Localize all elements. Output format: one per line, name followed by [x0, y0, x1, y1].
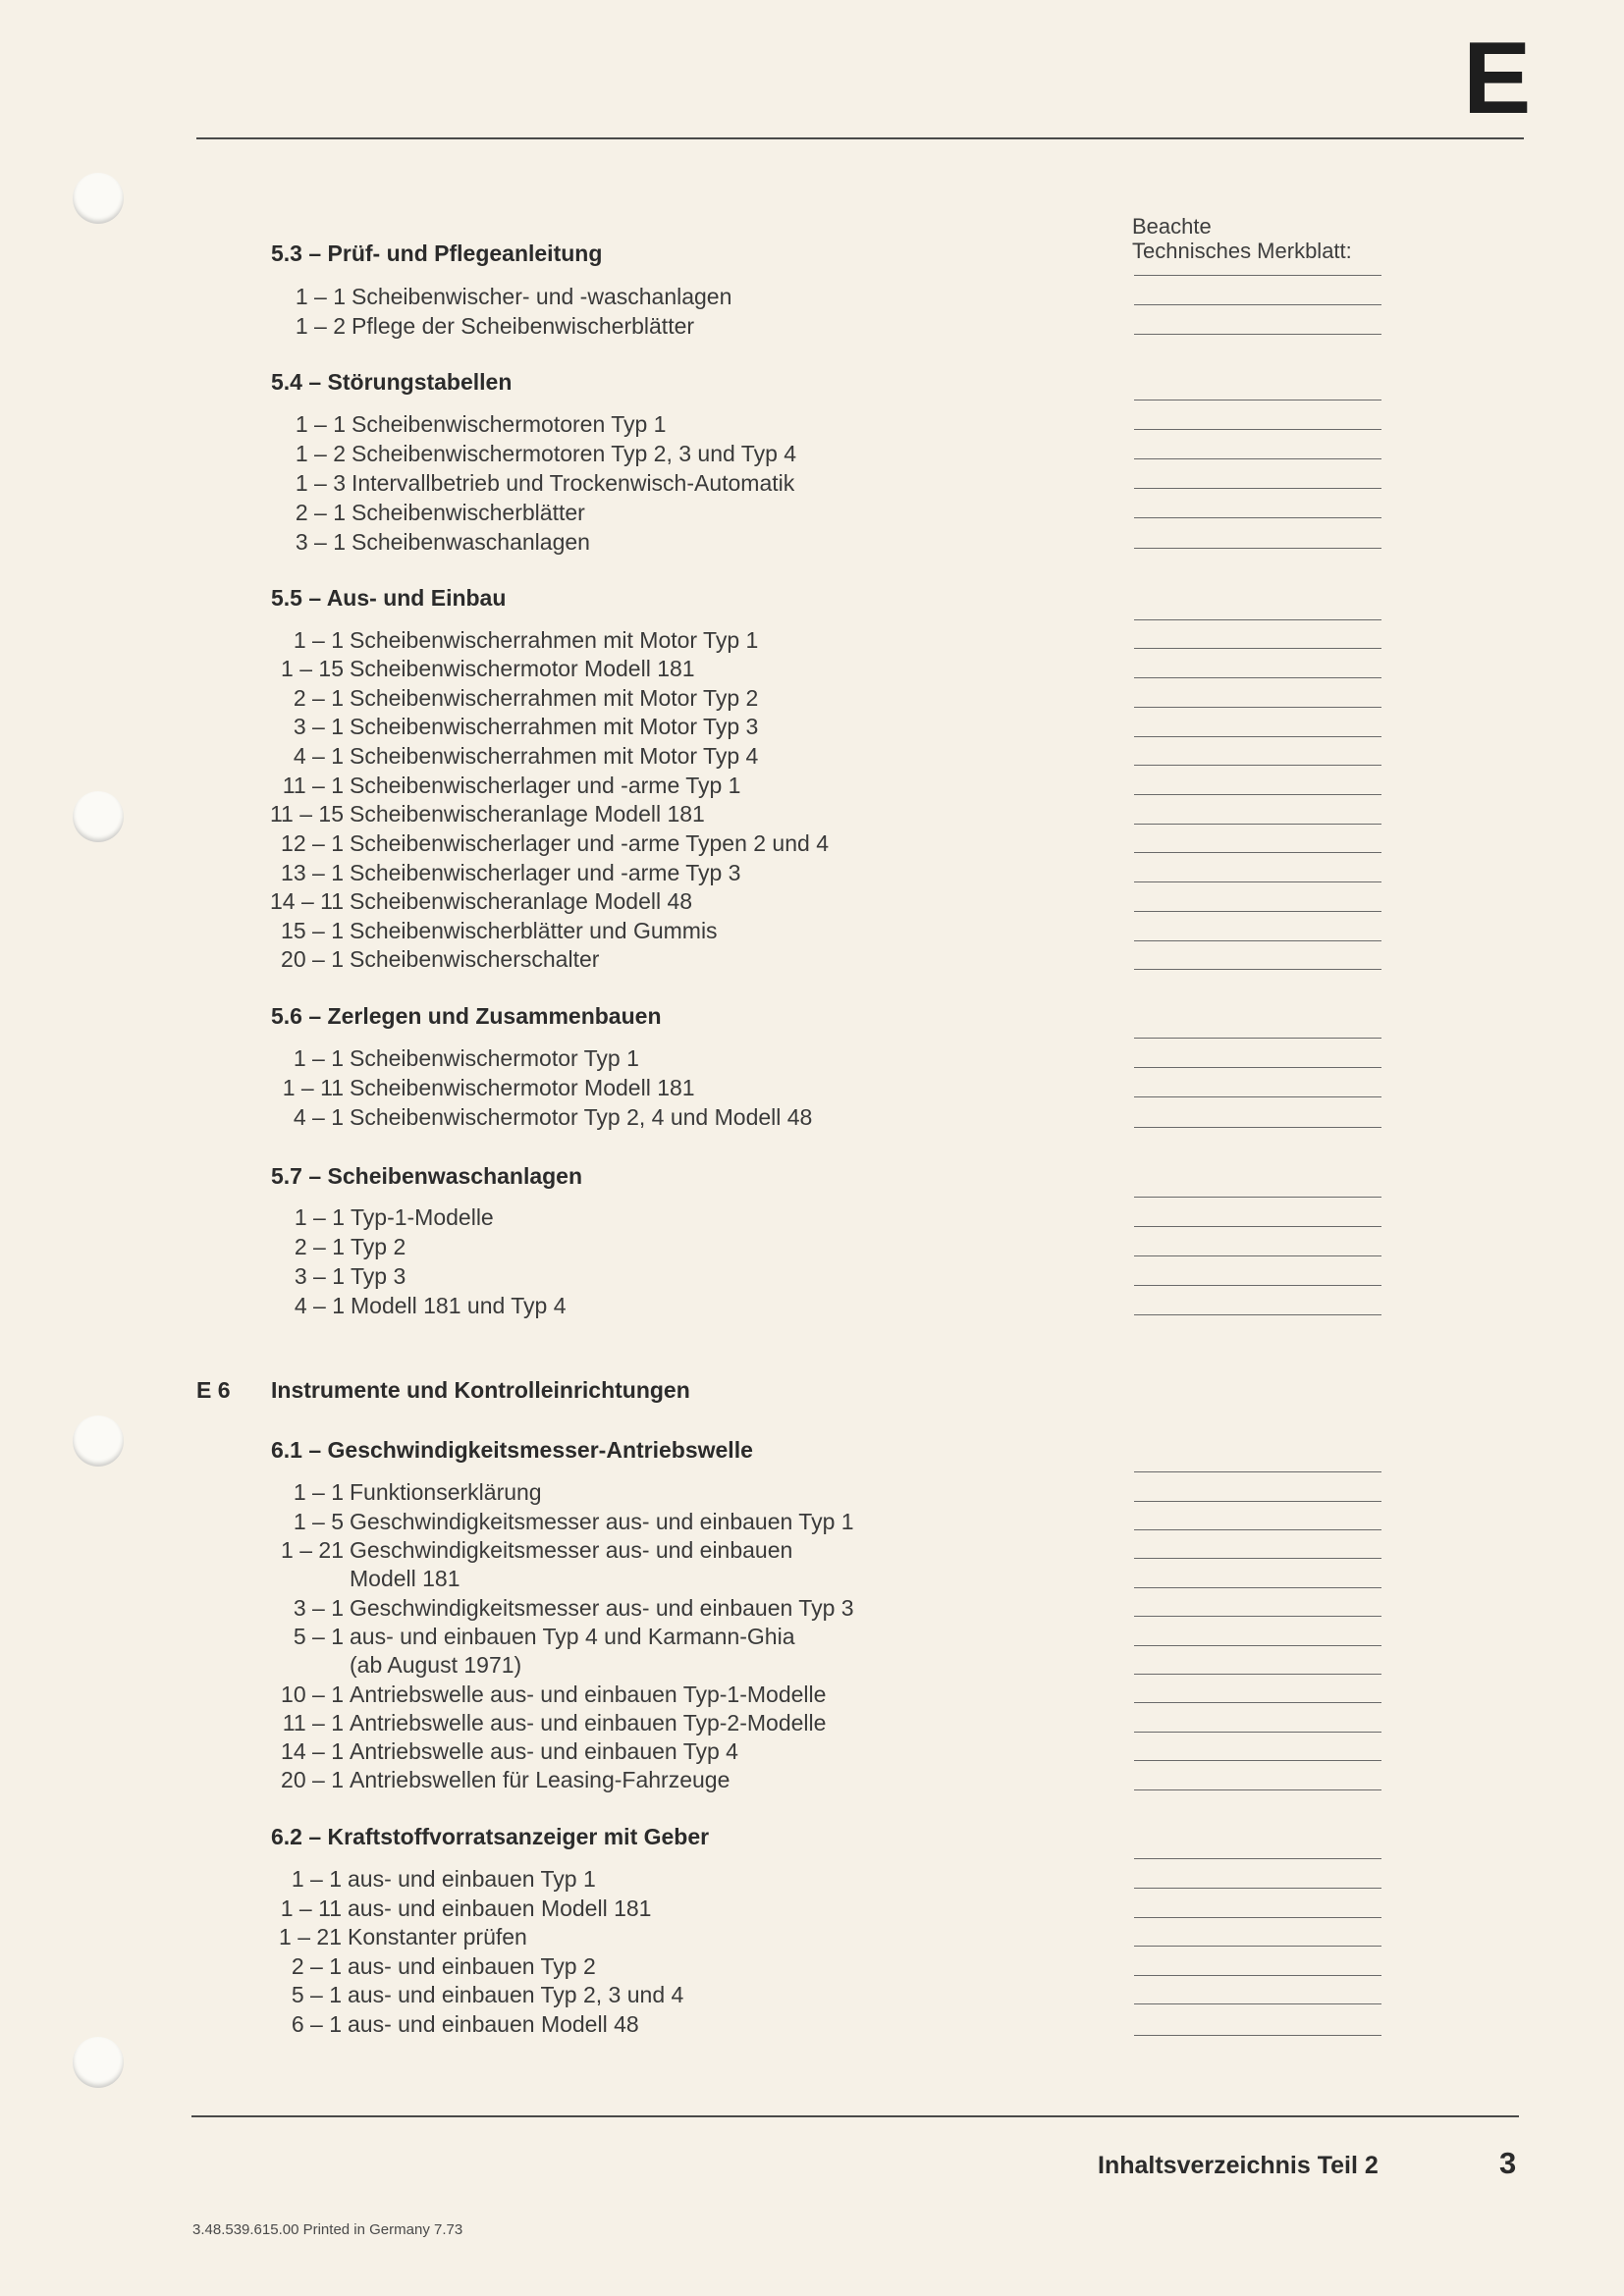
entry-text: Scheibenwischerblätter — [352, 500, 585, 525]
chapter-title: Instrumente und Kontrolleinrichtungen — [271, 1377, 690, 1403]
note-line — [1134, 1558, 1381, 1559]
entry-number: 3 – 1 — [293, 714, 344, 739]
entry-number: 2 – 1 — [293, 685, 344, 711]
entry-number: 1 – 1 — [295, 284, 346, 309]
section-heading: 6.2 – Kraftstoffvorratsanzeiger mit Geber — [271, 1824, 710, 1849]
note-line — [1134, 1038, 1381, 1039]
note-line — [1134, 1616, 1381, 1617]
entry-number: 14 – 1 — [281, 1738, 344, 1764]
footer-title: Inhaltsverzeichnis Teil 2 — [1098, 2152, 1379, 2179]
entry-number: 14 – 11 — [269, 888, 344, 914]
entry-number: 3 – 1 — [294, 1263, 345, 1289]
note-line — [1134, 940, 1381, 941]
entry-text: Scheibenwischerblätter und Gummis — [350, 918, 718, 943]
entry-text: Pflege der Scheibenwischerblätter — [352, 313, 695, 339]
note-line — [1134, 334, 1381, 335]
entry-number: 15 – 1 — [281, 918, 344, 943]
note-line — [1134, 548, 1381, 549]
entry-text: Geschwindigkeitsmesser aus- und einbauen Typ 1 — [350, 1509, 854, 1534]
chapter-code: E 6 — [196, 1377, 231, 1403]
section-heading: 5.6 – Zerlegen und Zusammenbauen — [271, 1003, 662, 1029]
entry-number: 1 – 1 — [295, 411, 346, 437]
entry-number: 3 – 1 — [293, 1595, 344, 1621]
entry-number: 2 – 1 — [291, 1953, 342, 1979]
note-line — [1134, 1732, 1381, 1733]
entry-text: Modell 181 und Typ 4 — [351, 1293, 567, 1318]
entry-number: 5 – 1 — [293, 1624, 344, 1649]
entry-number: 1 – 2 — [295, 313, 346, 339]
note-line — [1134, 1127, 1381, 1128]
entry-number: 4 – 1 — [293, 1104, 344, 1130]
note-line — [1134, 1946, 1381, 1947]
entry-text: Scheibenwischermotor Typ 2, 4 und Modell 48 — [350, 1104, 813, 1130]
entry-number: 4 – 1 — [294, 1293, 345, 1318]
note-line — [1134, 1702, 1381, 1703]
note-line — [1134, 1226, 1381, 1227]
entry-text: Geschwindigkeitsmesser aus- und einbauen Typ 3 — [350, 1595, 854, 1621]
section-heading: 5.7 – Scheibenwaschanlagen — [271, 1163, 583, 1189]
entry-text: Modell 181 — [350, 1566, 460, 1591]
entry-number: 2 – 1 — [294, 1234, 345, 1259]
entry-number: 20 – 1 — [281, 946, 344, 972]
note-line — [1134, 969, 1381, 970]
entry-text: Scheibenwischermotor Modell 181 — [350, 656, 695, 681]
entry-text: Scheibenwischerrahmen mit Motor Typ 4 — [350, 743, 759, 769]
entry-text: Scheibenwischeranlage Modell 48 — [350, 888, 693, 914]
note-line — [1134, 1888, 1381, 1889]
notes-label-line1: Beachte — [1132, 214, 1212, 239]
entry-number: 20 – 1 — [281, 1767, 344, 1792]
entry-number: 1 – 1 — [293, 1045, 344, 1071]
entry-text: Scheibenwischerlager und -arme Typ 1 — [350, 773, 741, 798]
note-line — [1134, 824, 1381, 825]
note-line — [1134, 1858, 1381, 1859]
entry-number: 1 – 21 — [281, 1537, 344, 1563]
entry-text: Scheibenwischermotoren Typ 2, 3 und Typ 4 — [352, 441, 797, 466]
note-line — [1134, 881, 1381, 882]
entry-number: 11 – 1 — [282, 773, 344, 798]
note-line — [1134, 1197, 1381, 1198]
punch-hole — [73, 791, 124, 842]
note-line — [1134, 1285, 1381, 1286]
section-heading: 6.1 – Geschwindigkeitsmesser-Antriebswelle — [271, 1437, 753, 1463]
entry-text: aus- und einbauen Modell 181 — [348, 1896, 652, 1921]
note-line — [1134, 852, 1381, 853]
entry-number: 1 – 11 — [282, 1075, 344, 1100]
entry-number: 2 – 1 — [295, 500, 346, 525]
note-line — [1134, 1255, 1381, 1256]
entry-number: 12 – 1 — [281, 830, 344, 856]
note-line — [1134, 794, 1381, 795]
entry-text: aus- und einbauen Modell 48 — [348, 2011, 639, 2037]
entry-text: aus- und einbauen Typ 2 — [348, 1953, 596, 1979]
entry-number: 1 – 1 — [293, 1479, 344, 1505]
entry-text: (ab August 1971) — [350, 1652, 522, 1678]
entry-number: 11 – 1 — [282, 1710, 344, 1735]
entry-text: Scheibenwischerrahmen mit Motor Typ 1 — [350, 627, 759, 653]
bottom-rule — [191, 2115, 1519, 2117]
entry-number: 1 – 21 — [279, 1924, 342, 1949]
notes-header — [1132, 214, 1352, 263]
note-line — [1134, 619, 1381, 620]
entry-text: Scheibenwischerschalter — [350, 946, 600, 972]
entry-number: 3 – 1 — [295, 529, 346, 555]
note-line — [1134, 736, 1381, 737]
entry-number: 4 – 1 — [293, 743, 344, 769]
note-line — [1134, 275, 1381, 276]
section-heading: 5.5 – Aus- und Einbau — [271, 585, 507, 611]
entry-text: aus- und einbauen Typ 2, 3 und 4 — [348, 1982, 684, 2007]
entry-number: 13 – 1 — [281, 860, 344, 885]
note-line — [1134, 1067, 1381, 1068]
entry-number: 11 – 15 — [269, 801, 344, 827]
note-line — [1134, 1645, 1381, 1646]
entry-text: Antriebswelle aus- und einbauen Typ 4 — [350, 1738, 738, 1764]
section-letter: E — [1463, 22, 1532, 135]
note-line — [1134, 304, 1381, 305]
note-line — [1134, 1096, 1381, 1097]
entry-text: Scheibenwischerlager und -arme Typ 3 — [350, 860, 741, 885]
entry-text: aus- und einbauen Typ 4 und Karmann-Ghia — [350, 1624, 795, 1649]
entry-text: Intervallbetrieb und Trockenwisch-Automatik — [352, 470, 795, 496]
entry-text: Typ-1-Modelle — [351, 1204, 494, 1230]
entry-number: 5 – 1 — [291, 1982, 342, 2007]
print-info: 3.48.539.615.00 Printed in Germany 7.73 — [192, 2221, 463, 2238]
entry-text: Scheibenwaschanlagen — [352, 529, 590, 555]
notes-label-line2: Technisches Merkblatt: — [1132, 239, 1352, 263]
entry-text: Typ 2 — [351, 1234, 406, 1259]
note-line — [1134, 458, 1381, 459]
entry-text: Konstanter prüfen — [348, 1924, 527, 1949]
note-line — [1134, 2003, 1381, 2004]
entry-number: 1 – 1 — [294, 1204, 345, 1230]
note-line — [1134, 648, 1381, 649]
entry-text: Geschwindigkeitsmesser aus- und einbauen — [350, 1537, 793, 1563]
punch-hole — [73, 2037, 124, 2088]
entry-number: 6 – 1 — [291, 2011, 342, 2037]
note-line — [1134, 677, 1381, 678]
note-line — [1134, 707, 1381, 708]
entry-text: Scheibenwischer- und -waschanlagen — [352, 284, 732, 309]
top-rule — [196, 137, 1524, 139]
entry-text: Antriebswelle aus- und einbauen Typ-2-Modelle — [350, 1710, 827, 1735]
entry-number: 1 – 3 — [295, 470, 346, 496]
entry-text: Scheibenwischeranlage Modell 181 — [350, 801, 705, 827]
entry-number: 1 – 1 — [291, 1866, 342, 1892]
note-line — [1134, 1917, 1381, 1918]
note-line — [1134, 517, 1381, 518]
note-line — [1134, 1975, 1381, 1976]
entry-text: Scheibenwischerrahmen mit Motor Typ 2 — [350, 685, 759, 711]
entry-text: Scheibenwischermotoren Typ 1 — [352, 411, 667, 437]
note-line — [1134, 488, 1381, 489]
note-line — [1134, 1789, 1381, 1790]
entry-number: 1 – 2 — [295, 441, 346, 466]
entry-text: Scheibenwischermotor Typ 1 — [350, 1045, 639, 1071]
note-line — [1134, 1314, 1381, 1315]
entry-number: 1 – 11 — [280, 1896, 342, 1921]
punch-hole — [73, 173, 124, 224]
note-line — [1134, 1674, 1381, 1675]
entry-text: Scheibenwischerlager und -arme Typen 2 und 4 — [350, 830, 829, 856]
note-line — [1134, 1529, 1381, 1530]
entry-text: Antriebswellen für Leasing-Fahrzeuge — [350, 1767, 731, 1792]
note-line — [1134, 2035, 1381, 2036]
note-line — [1134, 1587, 1381, 1588]
section-heading: 5.3 – Prüf- und Pflegeanleitung — [271, 240, 603, 266]
entry-number: 1 – 1 — [293, 627, 344, 653]
entry-text: Antriebswelle aus- und einbauen Typ-1-Modelle — [350, 1682, 827, 1707]
entry-text: Funktionserklärung — [350, 1479, 542, 1505]
note-line — [1134, 911, 1381, 912]
note-line — [1134, 765, 1381, 766]
entry-number: 1 – 15 — [281, 656, 344, 681]
entry-text: Scheibenwischermotor Modell 181 — [350, 1075, 695, 1100]
note-line — [1134, 1760, 1381, 1761]
entry-text: Typ 3 — [351, 1263, 406, 1289]
page-number: 3 — [1499, 2146, 1517, 2180]
note-line — [1134, 1501, 1381, 1502]
note-line — [1134, 429, 1381, 430]
entry-number: 10 – 1 — [281, 1682, 344, 1707]
entry-number: 1 – 5 — [293, 1509, 344, 1534]
entry-text: Scheibenwischerrahmen mit Motor Typ 3 — [350, 714, 759, 739]
entry-text: aus- und einbauen Typ 1 — [348, 1866, 596, 1892]
section-heading: 5.4 – Störungstabellen — [271, 369, 513, 395]
note-line — [1134, 1471, 1381, 1472]
punch-hole — [73, 1415, 124, 1467]
